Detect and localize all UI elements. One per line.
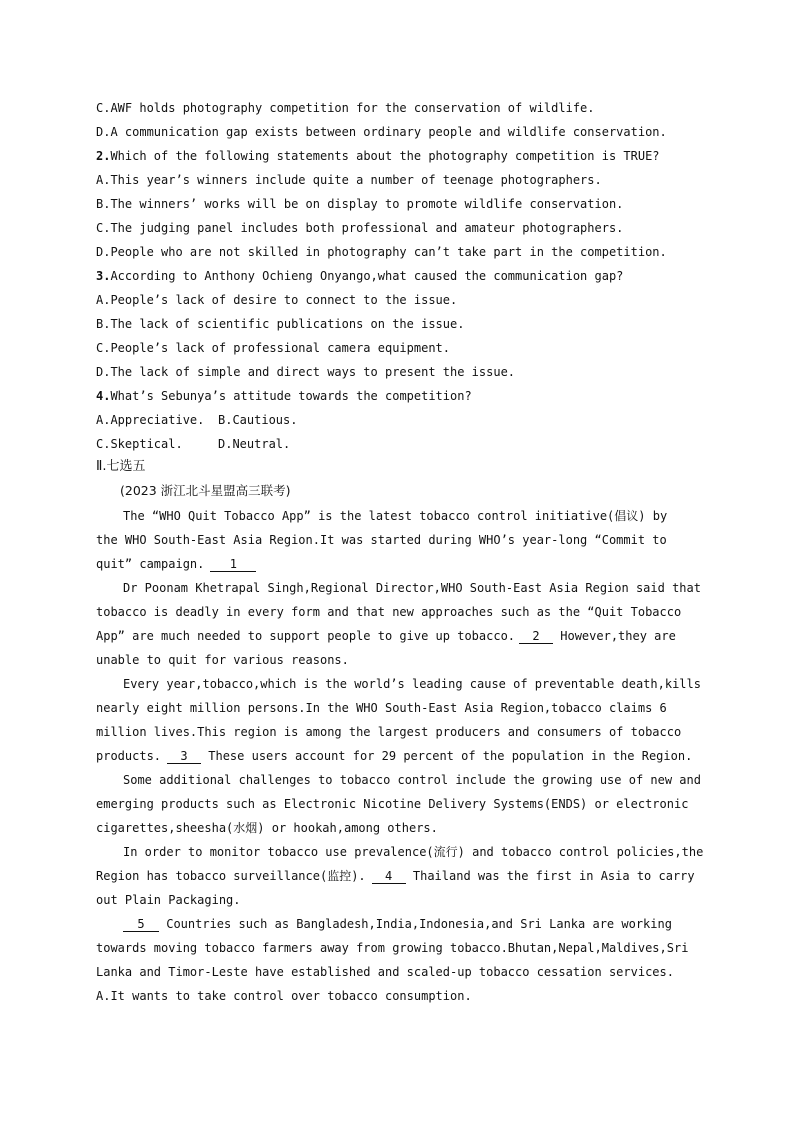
q4-number: 4. bbox=[96, 389, 111, 403]
q3-stem-text: According to Anthony Ochieng Onyango,what caused the communication gap? bbox=[110, 269, 624, 283]
passage-p2-line2: tobacco is deadly in every form and that new approaches such as the “Quit Tobacco bbox=[96, 605, 682, 619]
passage-p6-line3: Lanka and Timor-Leste have established and scaled-up tobacco cessation services. bbox=[96, 965, 674, 979]
q3-option-c: C.People’s lack of professional camera equipment. bbox=[96, 341, 451, 355]
passage-p6-line2: towards moving tobacco farmers away from growing tobacco.Bhutan,Nepal,Maldives,Sri bbox=[96, 941, 689, 955]
q3-option-d: D.The lack of simple and direct ways to present the issue. bbox=[96, 365, 516, 379]
section-title: Ⅱ.七选五 bbox=[96, 459, 146, 474]
q3-stem bbox=[96, 268, 623, 284]
passage-p4-line1: Some additional challenges to tobacco control include the growing use of new and bbox=[123, 773, 701, 787]
passage-p4-line3: cigarettes,sheesha(水烟) or hookah,among others. bbox=[96, 821, 438, 835]
q4-options-ab bbox=[96, 412, 297, 428]
passage-p5-line1: In order to monitor tobacco use prevalence(流行) and tobacco control policies,the bbox=[123, 845, 704, 859]
passage-p3-line3: million lives.This region is among the largest producers and consumers of tobacco bbox=[96, 725, 682, 739]
section-source: (2023 浙江北斗星盟高三联考) bbox=[120, 483, 291, 498]
q2-number: 2. bbox=[96, 149, 111, 163]
blank-2[interactable]: 2 bbox=[519, 630, 553, 644]
passage-p1-line2: the WHO South-East Asia Region.It was started during WHO’s year-long “Commit to bbox=[96, 533, 667, 547]
passage-p2-line3-text: App” are much needed to support people to give up tobacco. bbox=[96, 629, 516, 643]
passage-p2-line4: unable to quit for various reasons. bbox=[96, 653, 349, 667]
q1-option-d: D.A communication gap exists between ordinary people and wildlife conservation. bbox=[96, 125, 667, 139]
q4-options-cd bbox=[96, 436, 290, 452]
blank-5[interactable]: 5 bbox=[123, 918, 159, 932]
q4-stem-text: What’s Sebunya’s attitude towards the competition? bbox=[110, 389, 472, 403]
passage-p5-line3: out Plain Packaging. bbox=[96, 893, 241, 907]
passage-p3-line1: Every year,tobacco,which is the world’s leading cause of preventable death,kills bbox=[123, 677, 701, 691]
passage-p2-line3 bbox=[96, 628, 676, 644]
q4-option-b: B.Cautious. bbox=[218, 413, 298, 427]
passage-p3-line4 bbox=[96, 748, 692, 764]
q4-option-a: A.Appreciative. bbox=[96, 413, 205, 427]
q3-option-a: A.People’s lack of desire to connect to the issue. bbox=[96, 293, 458, 307]
passage-p6-line1-text: Countries such as Bangladesh,India,Indonesia,and Sri Lanka are working bbox=[159, 917, 672, 931]
passage-p5-line2-text: Region has tobacco surveillance(监控). bbox=[96, 869, 366, 883]
passage-p5-line2 bbox=[96, 868, 695, 884]
q2-option-b: B.The winners’ works will be on display to promote wildlife conservation. bbox=[96, 197, 624, 211]
passage-p3-line2: nearly eight million persons.In the WHO South-East Asia Region,tobacco claims 6 bbox=[96, 701, 667, 715]
q2-option-a: A.This year’s winners include quite a number of teenage photographers. bbox=[96, 173, 602, 187]
q2-option-c: C.The judging panel includes both professional and amateur photographers. bbox=[96, 221, 624, 235]
passage-p1-line1: The “WHO Quit Tobacco App” is the latest tobacco control initiative(倡议) by bbox=[123, 509, 668, 523]
q3-option-b: B.The lack of scientific publications on the issue. bbox=[96, 317, 465, 331]
passage-p2-line3-tail: However,they are bbox=[553, 629, 676, 643]
q2-option-d: D.People who are not skilled in photography can’t take part in the competition. bbox=[96, 245, 667, 259]
choice-option-a: A.It wants to take control over tobacco consumption. bbox=[96, 989, 472, 1003]
q4-stem bbox=[96, 388, 472, 404]
q1-option-c: C.AWF holds photography competition for the conservation of wildlife. bbox=[96, 101, 595, 115]
blank-4[interactable]: 4 bbox=[372, 870, 406, 884]
passage-p2-line1: Dr Poonam Khetrapal Singh,Regional Director,WHO South-East Asia Region said that bbox=[123, 581, 701, 595]
q3-number: 3. bbox=[96, 269, 111, 283]
passage-p1-line3-text: quit” campaign. bbox=[96, 557, 205, 571]
passage-p3-line4-tail: These users account for 29 percent of the population in the Region. bbox=[201, 749, 693, 763]
passage-p3-line4-text: products. bbox=[96, 749, 162, 763]
passage-p5-line2-tail: Thailand was the first in Asia to carry bbox=[405, 869, 695, 883]
passage-p4-line2: emerging products such as Electronic Nicotine Delivery Systems(ENDS) or electronic bbox=[96, 797, 689, 811]
q4-option-d: D.Neutral. bbox=[218, 437, 291, 451]
passage-p6-line1 bbox=[123, 916, 672, 932]
q2-stem-text: Which of the following statements about the photography competition is TRUE? bbox=[110, 149, 660, 163]
passage-p1-line3 bbox=[96, 556, 256, 572]
blank-3[interactable]: 3 bbox=[167, 750, 201, 764]
q2-stem bbox=[96, 148, 660, 164]
blank-1[interactable]: 1 bbox=[210, 558, 256, 572]
q4-option-c: C.Skeptical. bbox=[96, 437, 183, 451]
